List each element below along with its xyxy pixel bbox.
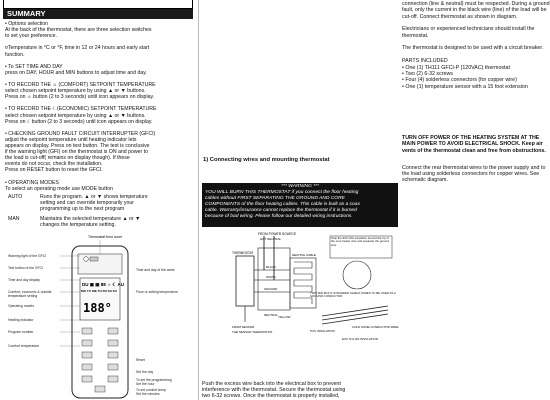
warning-heading: *** WARNING *** bbox=[281, 184, 319, 189]
display-temperature: 188° bbox=[83, 301, 112, 315]
cold-zone-label: COLD ZONE CONDUCTOR WIRE bbox=[352, 325, 399, 329]
gfci-warning-light bbox=[84, 257, 89, 262]
warning-line: YOU WILL BURN THIS THERMOSTAT if you connect the floor heating bbox=[205, 189, 359, 195]
diagram-label-right: Set the hour bbox=[136, 382, 155, 386]
thermostat-label: THERMOSTAT bbox=[232, 251, 254, 255]
warning-box bbox=[202, 183, 398, 227]
evc-insulation-label: EVC NYLON INSULATION bbox=[342, 337, 378, 341]
button-min bbox=[108, 376, 118, 382]
summary-line: function. bbox=[5, 51, 25, 58]
sensor-thermostat-label: THE SENSOR THERMOSTAT bbox=[232, 330, 273, 334]
mode-name: AUTO bbox=[8, 193, 23, 200]
bottom-line: interference with the thermostat. Secure the thermostat using bbox=[202, 387, 346, 394]
gfci-test-button bbox=[90, 257, 98, 261]
body-line: The thermostat is designed to be used with a circuit breaker. bbox=[402, 45, 544, 52]
body-line: fault, only the current in the black wire (line) of the load will be bbox=[402, 7, 547, 14]
diagram-label-right: Floor or setting temperature bbox=[136, 290, 178, 294]
button-mode bbox=[82, 328, 92, 334]
section-line: Connect the rear thermostat wires to the power supply and to bbox=[402, 165, 546, 171]
mode-description: programming up to the next program bbox=[40, 206, 125, 212]
body-line: connection (line & neutral) must be respected. During a ground bbox=[402, 1, 550, 7]
pvc-insulation-label: PVC INSULATION bbox=[310, 329, 335, 333]
wiring-diagram bbox=[202, 230, 398, 350]
button-reset bbox=[95, 386, 105, 392]
diagram-label-right: Time and day of the week bbox=[136, 268, 175, 272]
diagram-label-right: Set the minutes bbox=[136, 392, 160, 396]
section-line: schematic diagram. bbox=[402, 177, 448, 184]
neutral-label: NEUTRAL bbox=[264, 313, 279, 317]
strip-note-text: Strip the EVC-Mix insulation around the tip of the core heater wire and separate the ground wire bbox=[331, 236, 389, 247]
body-line: • One (1) temperature sensor with a 15 foot extension bbox=[402, 83, 528, 90]
summary-line: ¤Temperature in °C or °F, time in 12 or 24 hours and early start bbox=[5, 45, 150, 52]
warning-line: cable. Warranty/insurance cannot replace the thermostat if it is burned bbox=[205, 207, 357, 213]
button-up bbox=[108, 328, 118, 334]
from-sensor-label: FROM SENSOR bbox=[232, 325, 255, 329]
diagram-label-right: Set the day bbox=[136, 370, 154, 374]
summary-line: • TO RECORD THE ☾(ECONOMIC) SETPOINT TEMPERATURE bbox=[5, 106, 157, 113]
ground-label: GROUND bbox=[264, 287, 278, 291]
hot-neutral-label: HOT NEUTRAL bbox=[260, 237, 282, 241]
mode-description: Maintains the selected temperature ▲ or ▼ bbox=[40, 216, 141, 223]
diagram-label-left: Comfort temperature bbox=[8, 344, 40, 348]
diagram-label-left: Comfort, economic & outside temperature setting bbox=[8, 290, 52, 298]
power-off-warning: vents of the thermostat clean and free from obstructions. bbox=[402, 147, 546, 154]
front-cover-label: Thermostat front cover bbox=[88, 235, 123, 239]
display-days-row: MO TU WE TH FR SA SU bbox=[81, 289, 117, 293]
summary-line: • CHECKING GROUND FAULT CIRCUIT INTERRUPTER (GFCI) bbox=[5, 130, 156, 137]
body-line: thermostat. bbox=[402, 32, 429, 39]
bottom-line: Push the excess wire back into the electrical box to prevent bbox=[202, 381, 341, 387]
zoom-circle bbox=[343, 261, 371, 289]
diagram-label-right: To set comfort temp. bbox=[136, 388, 167, 392]
mode-description: setting and can override temporarily your bbox=[40, 199, 134, 206]
diagram-label-left: Warning light of the GFCI bbox=[8, 254, 47, 258]
warning-line: COMPONENTS of the floor heating cables. This cable is built as a coax bbox=[205, 201, 360, 207]
cable-detail bbox=[322, 306, 388, 324]
mode-description: Runs the program. ▲ or ▼ shows temperature bbox=[40, 193, 148, 200]
twisted-shield-text: TWISTED MULTI-STRANDED SHIELD WIRES TO BE USED AS A GROUND CONDUCTOR bbox=[310, 291, 396, 299]
white-label: WHITE bbox=[266, 275, 276, 279]
power-source-label: FROM POWER SOURCE bbox=[258, 232, 297, 236]
bottom-line: two 6-32 screws. Once the thermostat is properly installed, bbox=[202, 393, 340, 400]
summary-line: • OPERATING MODES bbox=[5, 179, 59, 186]
thermostat-box bbox=[236, 256, 254, 306]
summary-line: select chosen setpoint temperature by using ▲ or ▼ buttons. bbox=[5, 88, 146, 95]
black-label: BLACK bbox=[266, 265, 276, 269]
diagram-label-left: Operating modes bbox=[8, 304, 35, 308]
summary-line: events do not occur, check the installation. bbox=[5, 161, 103, 168]
mode-description: changes the temperature setting. bbox=[40, 222, 116, 229]
body-line: PARTS INCLUDED bbox=[402, 58, 448, 65]
body-line: Electricians or experienced technicians should install the bbox=[402, 26, 535, 33]
display-day-text: DU ▣ ▣ 88 ☼ ☾ AU bbox=[82, 282, 125, 287]
section-line: the load using solderless connectors for copper wires. See bbox=[402, 171, 540, 178]
body-line: cut-off. Connect thermostat as shown in diagram. bbox=[402, 13, 518, 20]
warning-line: because of bad wiring. Please follow our detailed wiring instructions. bbox=[205, 213, 353, 219]
diagram-label-right: Reset bbox=[136, 358, 145, 362]
body-line: • One (1) TH111 GFCI-P (120VAC) thermostat bbox=[402, 64, 510, 71]
summary-line: appears on display. Press on test button. The test is conclusive bbox=[5, 143, 150, 149]
diagram-label-right: To set the programming bbox=[136, 378, 172, 382]
body-line: • Two (2) 6-32 screws bbox=[402, 70, 453, 77]
summary-title: SUMMARY bbox=[3, 9, 193, 19]
summary-line: to set your preference. bbox=[5, 33, 57, 40]
button-eco bbox=[82, 376, 92, 382]
diagram-label-left: Heating indicator bbox=[8, 318, 34, 322]
yellow-label: YELLOW bbox=[278, 315, 291, 319]
summary-line: Press on RESET button to reset the GFCI. bbox=[5, 167, 103, 174]
button-day bbox=[108, 352, 118, 358]
section-title: 1) Connecting wires and mounting thermostat bbox=[203, 157, 330, 163]
diagram-label-left: Test button of the GFCI bbox=[8, 266, 44, 270]
button-prog bbox=[82, 352, 92, 358]
summary-line: the load is cut-off( remains on display though). If these bbox=[5, 155, 130, 162]
summary-line: • TO RECORD THE ☼ (COMFORT) SETPOINT TEMPERATURE bbox=[5, 82, 156, 88]
left-column bbox=[0, 0, 199, 400]
summary-line: adjust the setpoint temperature until heating indicator lets bbox=[5, 136, 137, 143]
summary-line: • Options selection bbox=[5, 21, 49, 27]
heating-cable-label: HEATING CABLE bbox=[292, 253, 316, 257]
summary-line: Press on ☼ button (2 to 3 seconds) until icon appears on display. bbox=[5, 94, 155, 101]
summary-top-border bbox=[3, 0, 193, 9]
summary-line: To select an operating mode use MODE button bbox=[5, 185, 113, 192]
button-comfort bbox=[82, 364, 92, 370]
button-hour bbox=[108, 364, 118, 370]
diagram-label-left: Program number bbox=[8, 330, 34, 334]
button-down bbox=[108, 340, 118, 346]
summary-line: if the warning light (GFI) on the thermostat is ON and power to bbox=[5, 149, 149, 156]
summary-line: press on DAY, HOUR and MIN buttons to adjust time and day. bbox=[5, 69, 147, 76]
summary-line: select chosen setpoint temperature by using ▲ or ▼ buttons. bbox=[5, 112, 146, 119]
summary-line: • To SET TIME AND DAY bbox=[5, 63, 63, 70]
button-heat bbox=[82, 340, 92, 346]
summary-line: At the back of the thermostat, there are three selection switches bbox=[5, 27, 152, 34]
power-off-warning: TURN OFF POWER OF THE HEATING SYSTEM AT THE bbox=[402, 135, 540, 141]
body-line: • Four (4) solderless connectors (for copper wire) bbox=[402, 77, 517, 84]
mode-name: MAN bbox=[8, 216, 20, 223]
summary-line: Press on ☾button (2 to 3 seconds) until icon appears on display. bbox=[5, 118, 153, 125]
diagram-label-left: Time and day display bbox=[8, 278, 40, 282]
power-off-warning: MAIN POWER TO AVOID ELECTRICAL SHOCK. Keep air bbox=[402, 141, 543, 148]
warning-line: cables without FIRST SEPARATING THE GROUND AND CORE bbox=[205, 195, 345, 201]
